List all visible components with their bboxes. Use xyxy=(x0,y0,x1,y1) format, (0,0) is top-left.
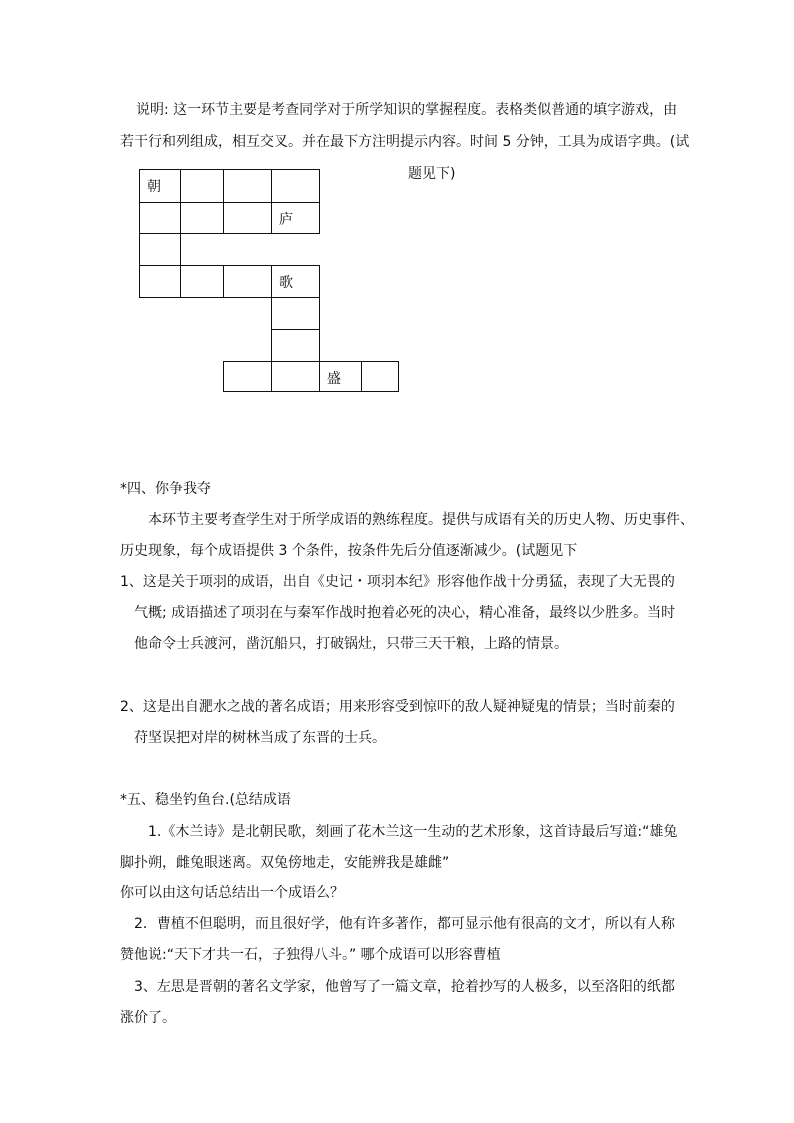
cell-char: 庐 xyxy=(279,212,293,228)
crossword-cell[interactable] xyxy=(139,202,181,234)
section5-q3-line-2: 涨价了。 xyxy=(120,1010,176,1026)
crossword-cell[interactable] xyxy=(180,265,224,298)
crossword-cell[interactable] xyxy=(271,329,320,362)
section5-heading: *五、稳坐钓鱼台.(总结成语 xyxy=(120,792,291,808)
section4-q2-line-2: 苻坚误把对岸的树林当成了东晋的士兵。 xyxy=(134,730,386,746)
crossword-cell[interactable] xyxy=(271,361,320,392)
crossword-cell[interactable] xyxy=(223,169,272,203)
section5-q1-line-1: 1.《木兰诗》是北朝民歌，刻画了花木兰这一生动的艺术形象，这首诗最后写道:“雄兔 xyxy=(148,824,678,840)
crossword-cell[interactable] xyxy=(271,265,320,298)
cell-char: 歌 xyxy=(279,275,293,291)
crossword-cell[interactable] xyxy=(139,265,181,298)
section4-intro-line-2: 历史现象，每个成语提供 3 个条件，按条件先后分值逐渐减少。(试题见下 xyxy=(120,543,578,559)
cell-char: 盛 xyxy=(327,371,341,387)
intro-line-1: 说明: 这一环节主要是考查同学对于所学知识的掌握程度。表格类似普通的填字游戏，由 xyxy=(136,102,678,118)
crossword-cell[interactable] xyxy=(319,361,362,392)
section4-q2-line-1: 2、这是出自淝水之战的著名成语；用来形容受到惊吓的敌人疑神疑鬼的情景；当时前秦的 xyxy=(120,699,675,715)
intro-line-2: 若干行和列组成，相互交叉。并在最下方注明提示内容。时间 5 分钟，工具为成语字典。(试 xyxy=(120,134,690,150)
crossword-cell[interactable] xyxy=(139,233,181,266)
crossword-cell[interactable] xyxy=(139,169,181,203)
crossword-cell[interactable] xyxy=(361,361,399,392)
crossword-cell[interactable] xyxy=(223,265,272,298)
section5-q1-line-3: 你可以由这句话总结出一个成语么？ xyxy=(120,885,344,901)
crossword-cell[interactable] xyxy=(271,169,320,203)
section4-intro-line-1: 本环节主要考查学生对于所学成语的熟练程度。提供与成语有关的历史人物、历史事件、 xyxy=(148,512,694,528)
section4-q1-line-2: 气概; 成语描述了项羽在与秦军作战时抱着必死的决心，精心准备，最终以少胜多。当时 xyxy=(134,605,676,621)
section5-q1-line-2: 脚扑朔，雌兔眼迷离。双兔傍地走，安能辨我是雄雌” xyxy=(120,855,450,871)
crossword-cell[interactable] xyxy=(223,361,272,392)
intro-line-3: 题见下) xyxy=(408,166,456,182)
section5-q2-line-2: 赞他说:“天下才共一石，子独得八斗。” 哪个成语可以形容曹植 xyxy=(120,947,501,963)
crossword-cell[interactable] xyxy=(271,202,320,234)
crossword-cell[interactable] xyxy=(180,202,224,234)
section5-q3-line-1: 3、左思是晋朝的著名文学家，他曾写了一篇文章，抢着抄写的人极多，以至洛阳的纸都 xyxy=(134,979,675,995)
cell-char: 朝 xyxy=(147,179,161,195)
section4-q1-line-3: 他命令士兵渡河，凿沉船只，打破锅灶，只带三天干粮，上路的情景。 xyxy=(134,636,568,652)
section5-q2-line-1: 2．曹植不但聪明，而且很好学，他有许多著作，都可显示他有很高的文才，所以有人称 xyxy=(134,916,675,932)
crossword-cell[interactable] xyxy=(271,297,320,330)
crossword-cell[interactable] xyxy=(223,202,272,234)
section4-heading: *四、你争我夺 xyxy=(120,481,211,497)
crossword-cell[interactable] xyxy=(180,169,224,203)
section4-q1-line-1: 1、这是关于项羽的成语，出自《史记・项羽本纪》形容他作战十分勇猛，表现了大无畏的 xyxy=(120,574,675,590)
